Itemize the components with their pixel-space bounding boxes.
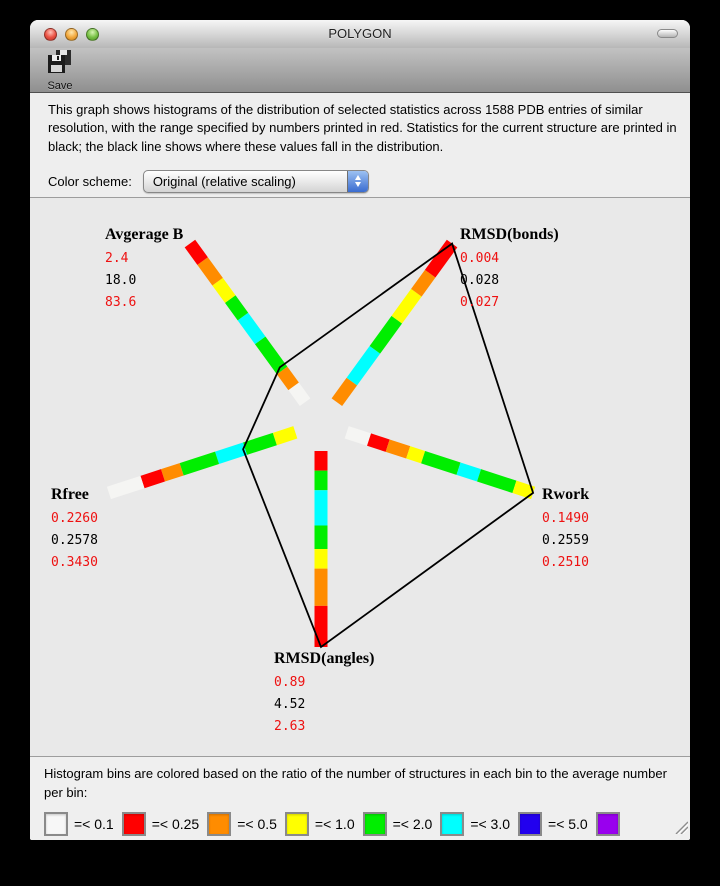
toolbar-toggle-button[interactable] — [657, 29, 678, 38]
legend-bin-label: =< 0.25 — [151, 815, 200, 832]
histogram-bar-segment — [423, 458, 458, 470]
legend-bin-swatch-purple — [596, 812, 620, 836]
histogram-bar-segment — [243, 317, 260, 341]
legend-bin-swatch-cyan — [440, 812, 464, 836]
axis-label-block — [105, 226, 183, 314]
histogram-bar-segment — [352, 350, 375, 382]
axis-min-value: 2.4 — [105, 251, 129, 267]
legend-bin-swatch-red — [122, 812, 146, 836]
histogram-bar-segment — [479, 476, 514, 488]
histogram-bar-segment — [337, 382, 352, 403]
arrow-down-icon — [355, 182, 361, 187]
axis-min-value: 0.2260 — [51, 511, 98, 527]
save-floppy-icon — [47, 50, 73, 79]
axis-label-block — [274, 650, 374, 738]
legend-bin-label: =< 1.0 — [314, 815, 355, 832]
axis-min-value: 0.004 — [460, 251, 500, 267]
title-bar[interactable] — [30, 20, 690, 48]
legend-bin-swatch-blue — [518, 812, 542, 836]
arrow-up-icon — [355, 175, 361, 180]
legend-bin-swatch-yellow — [285, 812, 309, 836]
histogram-bar-segment — [294, 387, 306, 403]
histogram-bar-segment — [218, 282, 231, 299]
legend-bin-swatch-orange — [207, 812, 231, 836]
legend-text: Histogram bins are colored based on the ratio of the number of structures in each bin to the average number per bin: — [44, 766, 667, 800]
histogram-bar-segment — [203, 261, 218, 282]
histogram-bar-segment — [459, 469, 480, 476]
axis-current-value: 18.0 — [105, 273, 137, 289]
histogram-bar-segment — [182, 458, 217, 470]
histogram-bar-segment — [142, 476, 163, 483]
axis-label-block — [460, 226, 559, 314]
histogram-bar-segment — [282, 371, 294, 387]
axis-title: Rwork — [542, 486, 590, 504]
axis-min-value: 0.1490 — [542, 511, 589, 527]
resize-grip[interactable] — [673, 819, 688, 839]
histogram-bar-segment — [245, 439, 275, 449]
legend-bin-label: =< 5.0 — [548, 815, 588, 832]
legend-bin-label: =< 0.5 — [237, 815, 277, 832]
axis-current-value: 0.2559 — [542, 533, 589, 549]
axis-label-block — [51, 486, 98, 574]
histogram-bar-segment — [260, 341, 282, 371]
color-scheme-dropdown[interactable] — [143, 170, 369, 193]
toolbar — [30, 48, 690, 93]
axis-max-value: 0.027 — [460, 295, 500, 311]
polygon-plot-panel — [30, 198, 690, 756]
axis-title: Avgerage B — [105, 226, 184, 244]
axis-current-value: 4.52 — [274, 697, 306, 713]
histogram-bar-segment — [397, 293, 417, 320]
axis-current-value: 0.028 — [460, 273, 500, 289]
legend-bin-label: =< 2.0 — [392, 815, 433, 832]
axis-label-block — [542, 486, 589, 574]
histogram-bar-segment — [430, 244, 452, 274]
polygon-window — [30, 20, 690, 840]
axis-title: RMSD(bonds) — [460, 226, 559, 244]
histogram-bar-segment — [163, 470, 182, 476]
histogram-bar-segment — [388, 446, 409, 453]
color-scheme-row — [48, 165, 672, 197]
dropdown-stepper-icon — [347, 171, 368, 192]
axis-max-value: 83.6 — [105, 295, 137, 311]
legend-bin-swatch-white — [44, 812, 68, 836]
histogram-bar-segment — [230, 299, 243, 316]
axis-current-value: 0.2578 — [51, 533, 98, 549]
histogram-bar-segment — [275, 433, 296, 440]
axis-max-value: 0.3430 — [51, 555, 98, 571]
histogram-bar-segment — [369, 440, 388, 446]
info-section — [30, 93, 690, 197]
histogram-bar-segment — [375, 320, 397, 350]
window-title: POLYGON — [328, 26, 392, 41]
save-button[interactable] — [40, 50, 80, 92]
histogram-bar-segment — [514, 487, 533, 493]
legend-bin-label: =< 3.0 — [470, 815, 511, 832]
axis-title: RMSD(angles) — [274, 650, 375, 668]
axis-max-value: 2.63 — [274, 719, 306, 735]
description-text: This graph shows histograms of the distribution of selected statistics across 1588 PDB entries of similar resolution, with the range specified by numbers printed in red. Statistics for the current structure are printed in black; the black line shows where these values fall in the distribution. — [48, 102, 677, 154]
histogram-bar-segment — [190, 244, 203, 261]
histogram-bar-segment — [416, 274, 430, 293]
color-scheme-label: Color scheme: — [48, 173, 132, 189]
histogram-bar-segment — [217, 449, 245, 458]
axis-max-value: 0.2510 — [542, 555, 589, 571]
histogram-bar-segment — [109, 482, 143, 493]
legend-bin-label: =< 0.1 — [74, 815, 114, 832]
histogram-bar-segment — [347, 433, 369, 440]
axis-title: Rfree — [51, 486, 89, 504]
histogram-bar-segment — [408, 453, 423, 458]
save-button-label: Save — [47, 80, 73, 92]
axis-min-value: 0.89 — [274, 675, 306, 691]
legend-bin-swatch-green — [363, 812, 387, 836]
legend-bins-row — [44, 812, 676, 836]
color-scheme-selected-value: Original (relative scaling) — [152, 173, 296, 189]
legend-section — [30, 757, 690, 840]
